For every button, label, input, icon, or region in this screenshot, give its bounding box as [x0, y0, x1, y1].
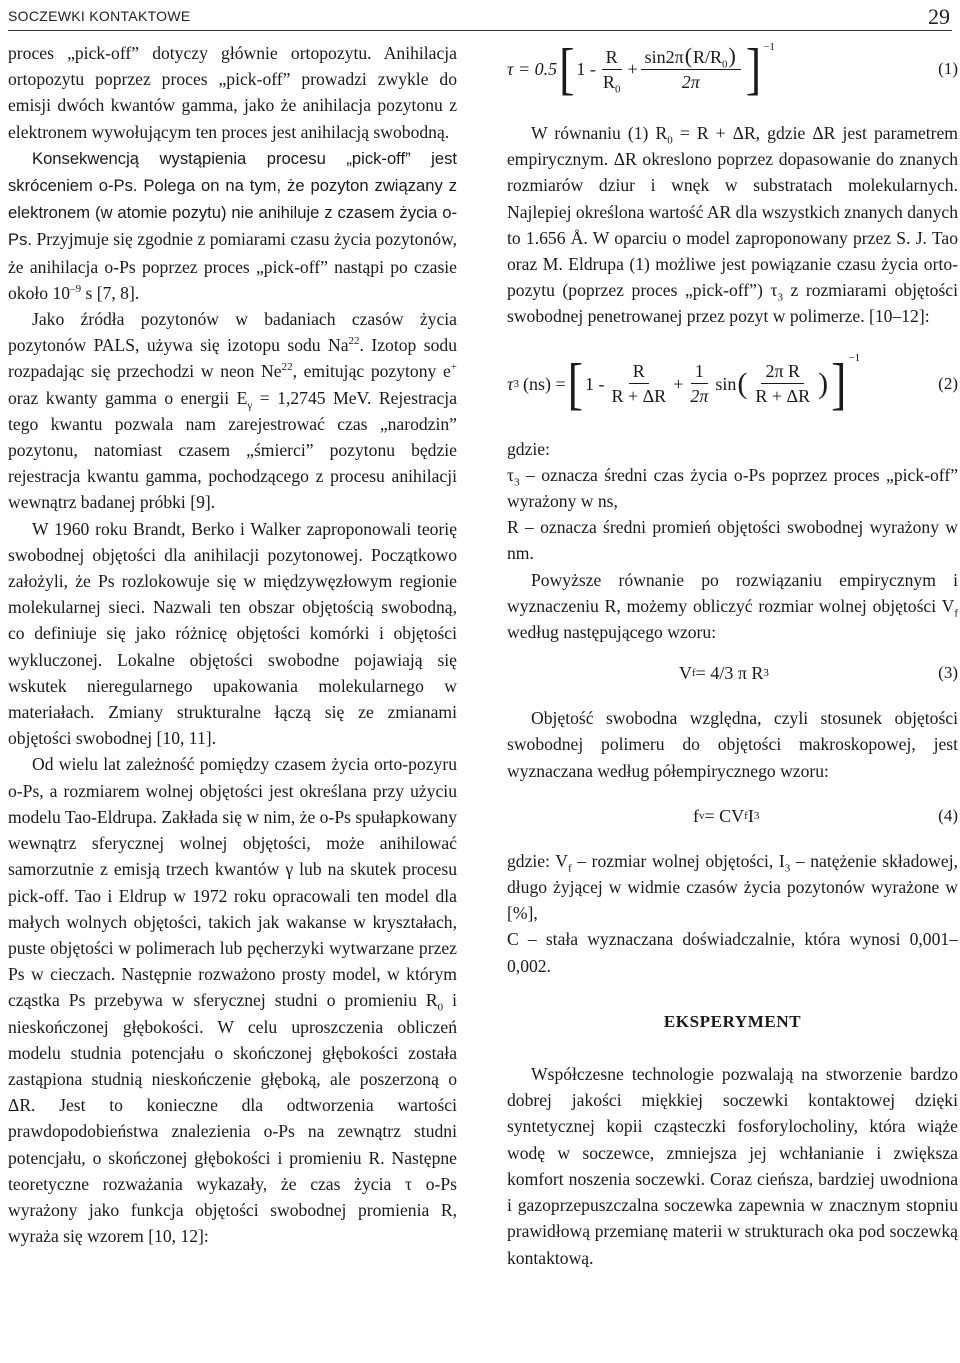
- equation-number: (3): [938, 663, 958, 683]
- definition-item: $\tau_3$ – oznacza średni czas życia o-Ps poprzez proces „pick-off” wyrażony w ns,: [507, 464, 958, 512]
- equation-number: (2): [938, 373, 958, 393]
- paragraph: Konsekwencją wystąpienia procesu „pick-off” jest skróceniem o-Ps. Polega on na tym, że pozyton związany z elektronem (w atomie pozytu) nie anihiluje z czasem życia o-Ps. Przyjmuje się zgodnie z pomiarami czasu życia pozytonów, że anihilacja o-Ps poprzez proces „pick-off” nastąpi po czasie około $10^{-9}$ s [7, 8].: [8, 148, 457, 303]
- paragraph: proces „pick-off” dotyczy głównie ortopozytu. Anihilacja ortopozytu poprzez proces „pick-off” prowadzi zwykle do emisji dwóch kwantów gamma, jako że anihilacja pozytonu z elektronem wywołującym ten proces jest anihilacją swobodną.: [8, 43, 457, 142]
- paragraph: Współczesne technologie pozwalają na stworzenie bardzo dobrej jakości miękkiej soczewki kontaktowej dzięki syntetycznej kopii cząsteczki fosforylocholiny, która wiąże wodę w soczewce, zmniejsza jej wchłanianie i zwiększa komfort noszenia soczewki. Coraz cieńsza, bardziej uwodniona i gazoprzepuszczalna soczewka zapewnia w znacznym stopniu prawidłową przemianę materii w strukturach oka pod soczewką kontaktową.: [507, 1064, 958, 1268]
- running-title: SOCZEWKI KONTAKTOWE: [8, 8, 191, 24]
- definition-item: R – oznacza średni promień objętości swobodnej wyrażony w nm.: [507, 517, 958, 564]
- section-title: EKSPERYMENT: [663, 1011, 802, 1031]
- paragraph: W równaniu (1) $R_0 = R + \Delta R$, gdzie ΔR jest parametrem empirycznym. ΔR okreslono poprzez dopasowanie do znanych rozmiarów dziur i wnęk w substratach molekularnych. Najlepiej określona wartość AR dla wszystkich znanych danych to 1.656 Å. W oparciu o model zaproponowany przez S. J. Tao oraz M. Eldrupa (1) możliwe jest powiązanie czasu życia orto-pozytu (poprzez proces „pick-off”) $\tau_3$ z rozmiarami objętości swobodnej penetrowanej przez pozyt w polimerze. [10–12]:: [507, 123, 958, 327]
- equation-2: τ 3 (ns) = [ 1 - $\frac{R}{R + \Delta R}$ + $\frac{1}{2\pi}$ sin ( $\frac{\text{2π R}}{R + \Delta R}$ ) ] $^{-1}$ (2): [507, 351, 958, 415]
- equation-1: τ = 0.5 [ 1 - $\frac{R}{R_0}$ + $\frac{\sin 2\pi(R/R_0)}{2\pi}$ ] $^{-1}$ (1): [507, 36, 958, 101]
- paragraph: Powyższe równanie po rozwiązaniu empirycznym i wyznaczeniu R, możemy obliczyć rozmiar wolnej objętości $V_f$ według następującego wzoru:: [507, 569, 958, 643]
- equation-4: f v = CV f I 3 (4): [507, 784, 958, 848]
- page-header: [8, 4, 952, 30]
- right-column: [507, 36, 958, 1271]
- paragraph: Od wielu lat zależność pomiędzy czasem życia orto-pozyru o-Ps, a rozmiarem wolnej objętości jest określana przy użyciu modelu Tao-Eldrupa. Zakłada się w nim, że o-Ps spułapkowany wewnątrz sferycznej wolnej objętości, może anihilować samorzutnie z emisją trzech kwantów γ lub na skutek procesu pick-off. Tao i Eldrup w 1972 roku opracowali ten model dla małych wolnych objętości, takich jak wakanse w kryształach, puste objętości w polimerach lub pęcherzyki wytwarzane przez Ps w cieczach. Następnie rozważono prosty model, w którym cząstka Ps przebywa w sferycznej studni o promieniu $R_0$ i nieskończonej głębokości. W celu uproszczenia obliczeń modelu studnia potencjału o skończonej głębokości została zastąpiona studnią nieskończenie głęboką, ale poszerzoną o ΔR. Jest to konieczne dla odtworzenia wartości prawdopodobieństwa znalezienia o-Ps na zewnątrz studni potencjału, o skończonej głębokości i promieniu R. Następne teoretyczne rozważania wykazały, że czas życia τ o-Ps wyrażony jako funkcja objętości swobodnej promienia R, wyraża się wzorem [10, 12]:: [8, 754, 457, 1247]
- equation-number: (4): [938, 805, 958, 825]
- paragraph: gdzie: $V_f$ – rozmiar wolnej objętości, $I_3$ – natężenie składowej, długo żyjącej w widmie czasów życia pozytonów wyrażone w [%],: [507, 850, 958, 924]
- equation-3: V f = 4/3 π R 3 (3): [507, 645, 958, 701]
- left-column: [8, 40, 457, 1249]
- definitions-intro: gdzie:: [507, 438, 550, 459]
- header-rule: [8, 30, 952, 31]
- paragraph: Jako źródła pozytonów w badaniach czasów życia pozytonów PALS, używa się izotopu sodu Na$^{22}$. Izotop sodu rozpadając się przechodzi w neon Ne$^{22}$, emitując pozytony e+ oraz kwanty gamma o energii $E_\gamma = 1,2745$ MeV. Rejestracja tego kwantu pozwala nam zarejestrować czas „narodzin” pozytonu, natomiast czasem „śmierci” pozytonu będzie rejestracja kwantu gamma, pochodzącego z procesu anihilacji wewnątrz badanej próbki [9].: [8, 309, 457, 513]
- equation-number: (1): [938, 58, 958, 78]
- page-number: 29: [928, 4, 950, 29]
- paragraph: Objętość swobodna względna, czyli stosunek objętości swobodnej polimeru do objętości makroskopowej, jest wyznaczana według półempirycznego wzoru:: [507, 708, 958, 781]
- paragraph: W 1960 roku Brandt, Berko i Walker zaproponowali teorię swobodnej objętości dla anihilacji pozytonowej. Początkowo założyli, że Ps rozlokowuje się w międzywęzłowym regionie molekularnej sieci. Nazwali ten obszar objętością swobodną, co definiuje się jako różnicę objętości komórki i objętości wykluczonej. Lokalne objętości swobodne pojawiają się wskutek nieregularnego upakowania molekularnego w materiałach. Zmiany strukturalne łączą się ze zmianami objętości swobodnej [10, 11].: [8, 518, 457, 749]
- definition-item: C – stała wyznaczana doświadczalnie, która wynosi 0,001–0,002.: [507, 929, 958, 976]
